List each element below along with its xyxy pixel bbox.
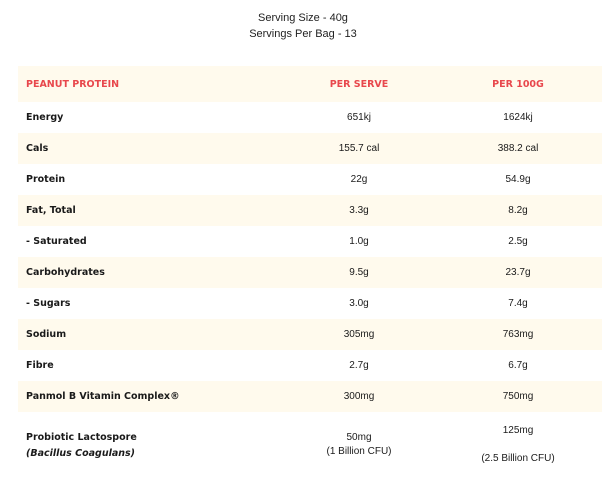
nutrient-name: - Sugars [26,298,71,309]
per-serve-value: 3.0g [349,298,369,309]
per-serve-value: 305mg [343,329,375,340]
per-100g-cfu: (2.5 Billion CFU) [481,453,555,464]
table-row [18,257,602,288]
per-100g-value: 1624kj [503,112,533,123]
per-serve-value: 2.7g [349,360,369,371]
serving-size: Serving Size - 40g [258,12,348,24]
probiotic-strain: (Bacillus Coagulans) [26,448,136,459]
nutrient-name: Panmol B Vitamin Complex® [26,391,180,402]
per-100g-value: 23.7g [505,267,531,278]
per-serve-amount: 50mg [346,432,372,443]
header-product: PEANUT PROTEIN [26,78,120,90]
nutrient-name [18,431,284,459]
nutrient-name: Fibre [26,360,54,371]
per-100g-value: 2.5g [508,236,528,247]
per-100g-amount: 125mg [502,425,534,436]
table-row [18,102,602,133]
table-row [18,226,602,257]
table-row [18,164,602,195]
per-100g-value: 388.2 cal [497,143,539,154]
nutrient-name: Cals [26,143,49,154]
per-serve-value: 1.0g [349,236,369,247]
per-100g-value: 6.7g [508,360,528,371]
per-100g-value [434,424,602,466]
table-row [18,195,602,226]
table-row [18,133,602,164]
header-per-100g: PER 100G [492,78,544,90]
per-serve-value: 3.3g [349,205,369,216]
table-row [18,350,602,381]
per-serve-value: 300mg [343,391,375,402]
nutrient-name: Sodium [26,329,67,340]
probiotic-name: Probiotic Lactospore [26,432,137,443]
header-per-serve: PER SERVE [329,78,389,90]
nutrient-name: Fat, Total [26,205,76,216]
table-row [18,381,602,412]
per-serve-value: 22g [350,174,368,185]
nutrient-name: Protein [26,174,66,185]
per-100g-value: 54.9g [505,174,531,185]
per-serve-value [284,431,434,459]
table-row [18,412,602,478]
per-serve-value: 651kj [347,112,371,123]
per-100g-value: 8.2g [508,205,528,216]
table-row [18,288,602,319]
per-serve-value: 9.5g [349,267,369,278]
per-serve-cfu: (1 Billion CFU) [326,446,392,457]
nutrient-name: - Saturated [26,236,87,247]
nutrient-name: Carbohydrates [26,267,105,278]
table-row [18,319,602,350]
nutrition-table [18,66,602,478]
per-serve-value: 155.7 cal [338,143,380,154]
servings-per-bag: Servings Per Bag - 13 [249,28,357,40]
nutrient-name: Energy [26,112,64,123]
per-100g-value: 750mg [502,391,534,402]
table-header-row [18,66,602,102]
per-100g-value: 763mg [502,329,534,340]
per-100g-value: 7.4g [508,298,528,309]
